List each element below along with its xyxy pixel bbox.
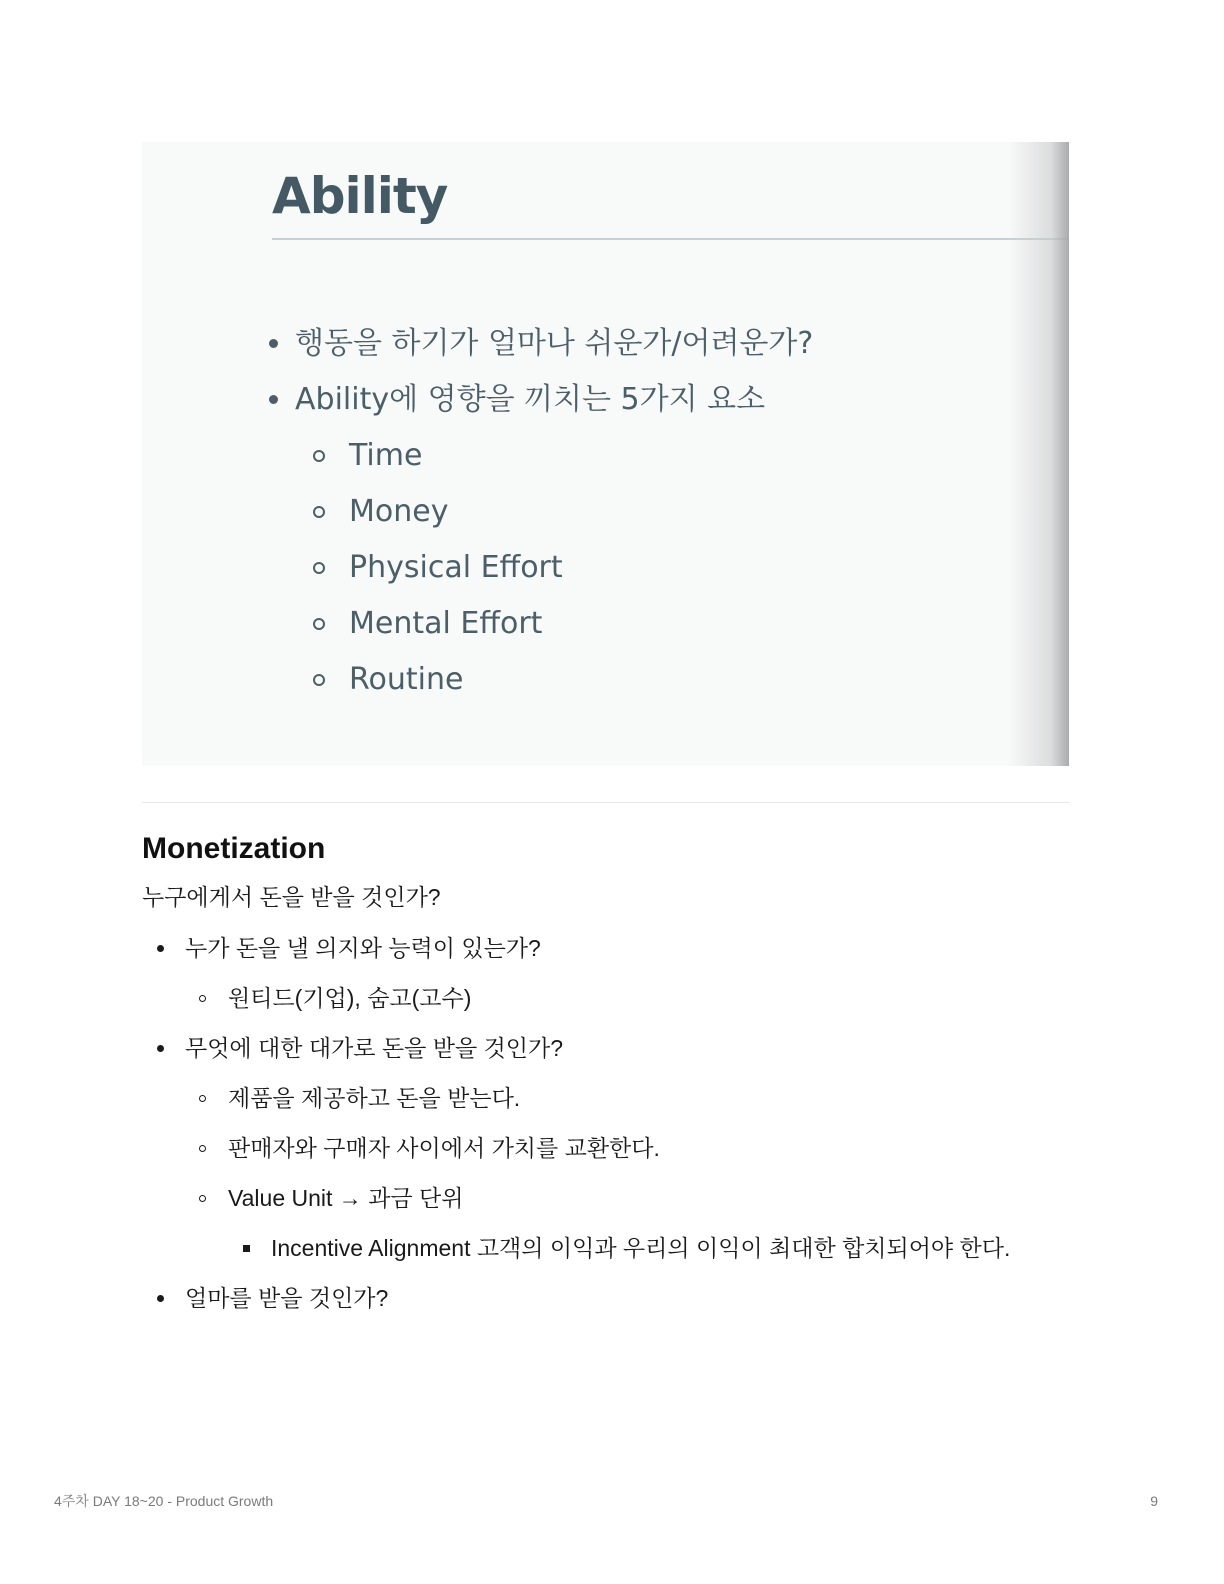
bullet-circle-icon <box>313 506 325 518</box>
bullet-circle-icon <box>313 562 325 574</box>
list-item <box>0 1080 1010 1130</box>
bullet-disc-icon <box>269 395 278 404</box>
bullet-circle-icon <box>313 450 325 462</box>
list-item-text: 누가 돈을 낼 의지와 능력이 있는가? <box>185 935 541 961</box>
bullet-disc-icon <box>157 945 164 952</box>
slide-factor-text: Time <box>349 438 423 473</box>
bullet-disc-icon <box>157 1295 164 1302</box>
slide-bullet-text: Ability에 영향을 끼치는 5가지 요소 <box>295 382 766 417</box>
monetization-list <box>0 930 1010 1330</box>
bullet-circle-icon <box>199 1195 206 1202</box>
bullet-square-icon <box>243 1245 250 1252</box>
bullet-circle-icon <box>199 1095 206 1102</box>
list-item <box>0 1030 1010 1080</box>
list-item <box>0 1280 1010 1330</box>
bullet-circle-icon <box>199 995 206 1002</box>
list-item <box>0 980 1010 1030</box>
bullet-circle-icon <box>313 674 325 686</box>
slide-bullet-item <box>142 316 813 372</box>
section-intro: 누구에게서 돈을 받을 것인가? <box>142 884 441 910</box>
slide-factor-item <box>142 540 813 596</box>
slide-factor-item <box>142 484 813 540</box>
list-item-text: 무엇에 대한 대가로 돈을 받을 것인가? <box>185 1035 564 1061</box>
bullet-disc-icon <box>269 339 278 348</box>
slide-factor-text: Routine <box>349 662 464 697</box>
bullet-circle-icon <box>313 618 325 630</box>
list-item <box>0 1130 1010 1180</box>
slide-title: Ability <box>272 167 448 225</box>
list-item <box>0 930 1010 980</box>
bullet-disc-icon <box>157 1045 164 1052</box>
list-item-text: Value Unit → 과금 단위 <box>228 1185 464 1211</box>
slide-image-ability <box>142 142 1069 766</box>
list-item-text: Incentive Alignment 고객의 이익과 우리의 이익이 최대한 합치되어야 한다. <box>271 1235 1011 1261</box>
slide-bullet-text: 행동을 하기가 얼마나 쉬운가/어려운가? <box>295 326 814 361</box>
slide-factor-item <box>142 652 813 708</box>
slide-factor-item <box>142 596 813 652</box>
slide-title-underline <box>272 238 1069 240</box>
footer-document-title: 4주차 DAY 18~20 - Product Growth <box>54 1493 274 1509</box>
slide-factor-text: Money <box>349 494 449 529</box>
slide-factor-item <box>142 428 813 484</box>
bullet-circle-icon <box>199 1145 206 1152</box>
slide-bullet-list <box>142 316 813 708</box>
section-heading: Monetization <box>142 832 326 865</box>
list-item <box>0 1180 1010 1230</box>
slide-factor-text: Physical Effort <box>349 550 563 585</box>
slide-factor-text: Mental Effort <box>349 606 543 641</box>
list-item-text: 얼마를 받을 것인가? <box>185 1285 389 1311</box>
list-item <box>0 1230 1010 1280</box>
list-item-text: 원티드(기업), 숨고(고수) <box>228 985 472 1011</box>
slide-bullet-item <box>142 372 813 428</box>
list-item-text: 제품을 제공하고 돈을 받는다. <box>228 1085 521 1111</box>
slide-edge-shadow <box>1009 142 1069 766</box>
section-divider <box>142 802 1069 803</box>
footer-page-number: 9 <box>1150 1493 1158 1509</box>
list-item-text: 판매자와 구매자 사이에서 가치를 교환한다. <box>228 1135 660 1161</box>
